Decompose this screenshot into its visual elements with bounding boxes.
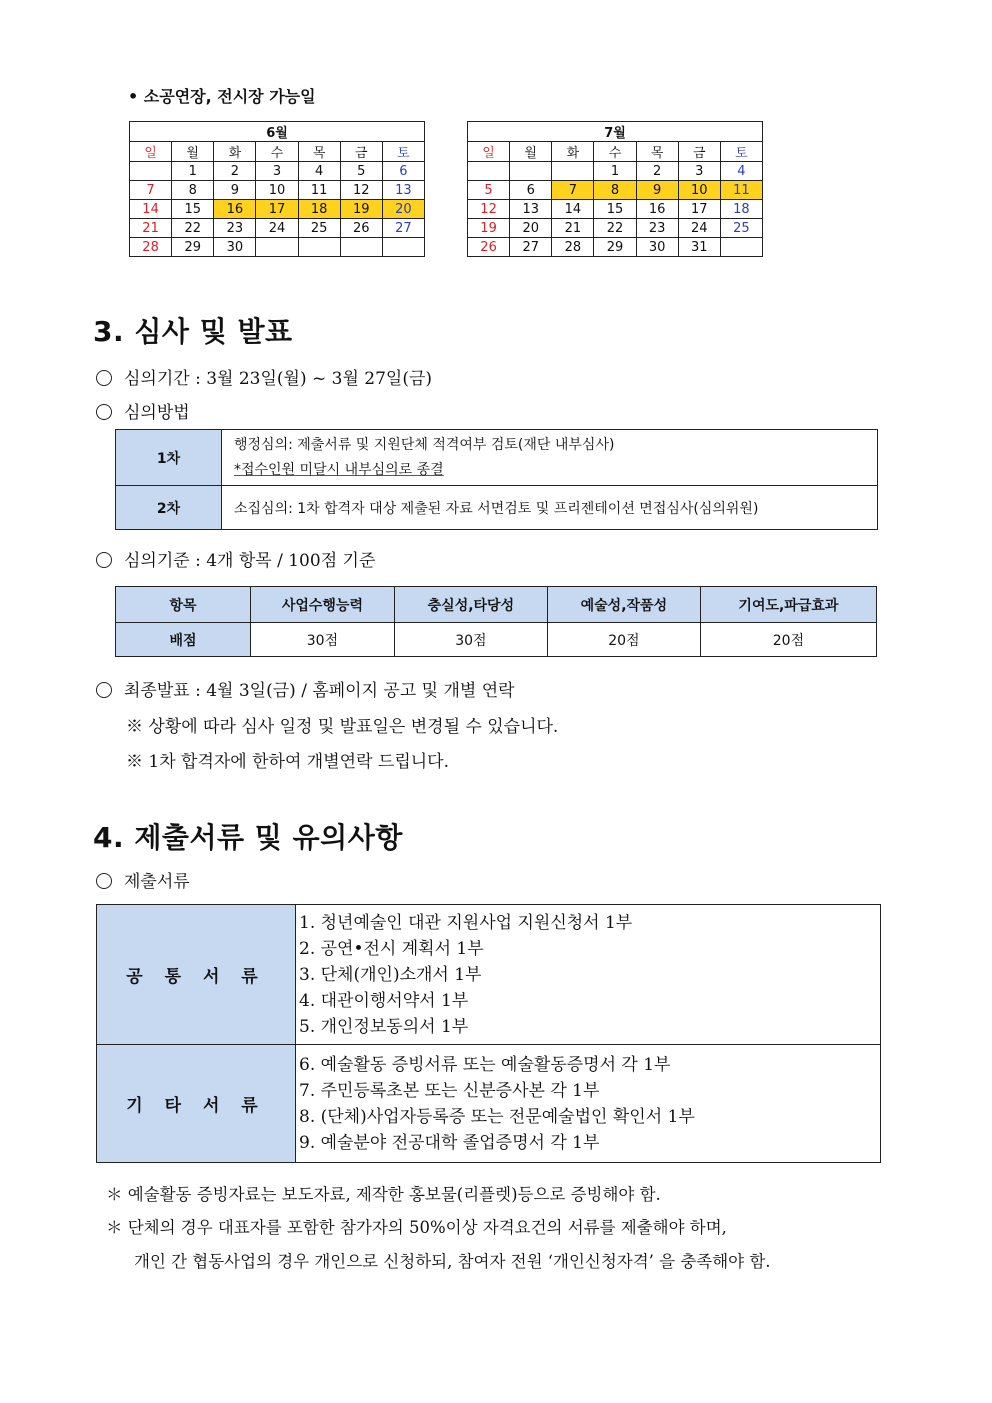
calendar-day: 20 bbox=[382, 200, 424, 219]
calendar-empty-cell bbox=[468, 162, 510, 181]
calendar-day: 10 bbox=[256, 181, 298, 200]
circle-bullet-icon bbox=[96, 873, 112, 889]
calendar-day: 12 bbox=[468, 200, 510, 219]
calendar-day: 12 bbox=[340, 181, 382, 200]
calendar-day: 21 bbox=[552, 219, 594, 238]
calendar-day: 1 bbox=[594, 162, 636, 181]
calendar-day: 3 bbox=[256, 162, 298, 181]
calendar-day: 28 bbox=[130, 238, 172, 257]
calendar-day: 26 bbox=[340, 219, 382, 238]
stage-2-description: 소집심의: 1차 합격자 대상 제출된 자료 서면검토 및 프리젠테이션 면접심사(심의위원) bbox=[222, 486, 878, 530]
circle-bullet-icon bbox=[96, 682, 112, 698]
individual-contact-note: ※ 1차 합격자에 한하여 개별연락 드립니다. bbox=[126, 752, 449, 772]
calendar-day: 9 bbox=[636, 181, 678, 200]
criteria-item: 예술성,작품성 bbox=[547, 587, 700, 623]
calendar-day: 2 bbox=[636, 162, 678, 181]
criteria-item: 사업수행능력 bbox=[251, 587, 395, 623]
final-announcement: 최종발표 : 4월 3일(금) / 홈페이지 공고 및 개별 연락 bbox=[96, 676, 515, 701]
footnote: ＊ 예술활동 증빙자료는 보도자료, 제작한 홍보물(리플렛)등으로 증빙해야 함. bbox=[106, 1185, 661, 1204]
weekday-header: 수 bbox=[594, 142, 636, 162]
calendar-day: 18 bbox=[720, 200, 762, 219]
calendar-month-title: 6월 bbox=[130, 122, 425, 142]
calendar-day: 10 bbox=[678, 181, 720, 200]
calendar-day: 11 bbox=[298, 181, 340, 200]
calendar-day: 6 bbox=[510, 181, 552, 200]
review-period: 심의기간 : 3월 23일(월) ~ 3월 27일(금) bbox=[96, 364, 432, 389]
doc-item: 7. 주민등록초본 또는 신분증사본 각 1부 bbox=[299, 1080, 600, 1101]
criteria-row-label-scores: 배점 bbox=[116, 623, 251, 657]
review-method-label: 심의방법 bbox=[96, 398, 190, 423]
calendar-day: 8 bbox=[172, 181, 214, 200]
review-method-table bbox=[115, 429, 878, 530]
criteria-score: 30점 bbox=[394, 623, 547, 657]
calendar-day: 25 bbox=[298, 219, 340, 238]
stage-1-label: 1차 bbox=[116, 430, 222, 486]
submission-docs-table bbox=[96, 904, 881, 1163]
weekday-header: 금 bbox=[340, 142, 382, 162]
doc-item: 6. 예술활동 증빙서류 또는 예술활동증명서 각 1부 bbox=[299, 1054, 671, 1075]
calendar-day: 23 bbox=[214, 219, 256, 238]
section-3-title: 3. 심사 및 발표 bbox=[93, 315, 293, 348]
july-calendar bbox=[467, 121, 763, 257]
calendar-empty-cell bbox=[510, 162, 552, 181]
calendar-day: 14 bbox=[130, 200, 172, 219]
criteria-table bbox=[115, 586, 877, 657]
common-docs-label: 공 통 서 류 bbox=[97, 905, 296, 1045]
calendar-day: 11 bbox=[720, 181, 762, 200]
weekday-header: 월 bbox=[510, 142, 552, 162]
weekday-header: 목 bbox=[636, 142, 678, 162]
weekday-header: 화 bbox=[552, 142, 594, 162]
criteria-score: 20점 bbox=[700, 623, 876, 657]
weekday-header: 수 bbox=[256, 142, 298, 162]
weekday-header: 토 bbox=[720, 142, 762, 162]
doc-item: 1. 청년예술인 대관 지원사업 지원신청서 1부 bbox=[299, 912, 633, 933]
calendar-day: 2 bbox=[214, 162, 256, 181]
calendar-day: 24 bbox=[256, 219, 298, 238]
calendar-day: 5 bbox=[468, 181, 510, 200]
circle-bullet-icon bbox=[96, 370, 112, 386]
calendar-day: 25 bbox=[720, 219, 762, 238]
doc-item: 8. (단체)사업자등록증 또는 전문예술법인 확인서 1부 bbox=[299, 1106, 695, 1127]
calendar-day: 7 bbox=[552, 181, 594, 200]
calendar-day: 26 bbox=[468, 238, 510, 257]
calendar-day: 30 bbox=[214, 238, 256, 257]
weekday-header: 토 bbox=[382, 142, 424, 162]
calendar-day: 16 bbox=[636, 200, 678, 219]
calendar-day: 24 bbox=[678, 219, 720, 238]
weekday-header: 금 bbox=[678, 142, 720, 162]
schedule-change-note: ※ 상황에 따라 심사 일정 및 발표일은 변경될 수 있습니다. bbox=[126, 717, 559, 737]
weekday-header: 일 bbox=[130, 142, 172, 162]
calendar-day: 18 bbox=[298, 200, 340, 219]
calendar-day: 20 bbox=[510, 219, 552, 238]
calendar-empty-cell bbox=[298, 238, 340, 257]
calendar-empty-cell bbox=[720, 238, 762, 257]
calendar-day: 27 bbox=[382, 219, 424, 238]
calendar-day: 15 bbox=[594, 200, 636, 219]
june-calendar bbox=[129, 121, 425, 257]
calendar-empty-cell bbox=[256, 238, 298, 257]
calendar-day: 29 bbox=[172, 238, 214, 257]
calendar-day: 22 bbox=[594, 219, 636, 238]
calendar-empty-cell bbox=[552, 162, 594, 181]
circle-bullet-icon bbox=[96, 552, 112, 568]
calendar-day: 15 bbox=[172, 200, 214, 219]
calendar-day: 16 bbox=[214, 200, 256, 219]
calendar-day: 13 bbox=[510, 200, 552, 219]
weekday-header: 화 bbox=[214, 142, 256, 162]
calendar-day: 17 bbox=[256, 200, 298, 219]
calendar-empty-cell bbox=[130, 162, 172, 181]
calendar-day: 17 bbox=[678, 200, 720, 219]
circle-bullet-icon bbox=[96, 404, 112, 420]
criteria-item: 기여도,파급효과 bbox=[700, 587, 876, 623]
calendar-day: 31 bbox=[678, 238, 720, 257]
calendar-day: 8 bbox=[594, 181, 636, 200]
submission-docs-label: 제출서류 bbox=[96, 867, 190, 892]
doc-item: 5. 개인정보동의서 1부 bbox=[299, 1016, 469, 1037]
stage-2-label: 2차 bbox=[116, 486, 222, 530]
doc-item: 9. 예술분야 전공대학 졸업증명서 각 1부 bbox=[299, 1132, 600, 1153]
weekday-header: 목 bbox=[298, 142, 340, 162]
doc-item: 2. 공연•전시 계획서 1부 bbox=[299, 938, 484, 959]
calendar-day: 9 bbox=[214, 181, 256, 200]
criteria-row-label-items: 항목 bbox=[116, 587, 251, 623]
criteria-score: 20점 bbox=[547, 623, 700, 657]
calendar-day: 4 bbox=[298, 162, 340, 181]
calendar-day: 23 bbox=[636, 219, 678, 238]
calendar-day: 21 bbox=[130, 219, 172, 238]
stage-1-note: *접수인원 미달시 내부심의로 종결 bbox=[234, 461, 444, 478]
venue-availability-heading: • 소공연장, 전시장 가능일 bbox=[128, 87, 316, 106]
calendar-day: 4 bbox=[720, 162, 762, 181]
calendar-day: 5 bbox=[340, 162, 382, 181]
footnote: ＊ 단체의 경우 대표자를 포함한 참가자의 50%이상 자격요건의 서류를 제출해야 하며, bbox=[106, 1218, 727, 1237]
review-criteria-label: 심의기준 : 4개 항목 / 100점 기준 bbox=[96, 546, 375, 571]
calendar-day: 30 bbox=[636, 238, 678, 257]
stage-1-description: 행정심의: 제출서류 및 지원단체 적격여부 검토(재단 내부심사) *접수인원 미달시 내부심의로 종결 bbox=[222, 430, 878, 486]
common-docs-list bbox=[296, 905, 881, 1045]
calendar-month-title: 7월 bbox=[468, 122, 763, 142]
calendar-day: 29 bbox=[594, 238, 636, 257]
calendar-day: 3 bbox=[678, 162, 720, 181]
calendar-day: 19 bbox=[340, 200, 382, 219]
weekday-header: 월 bbox=[172, 142, 214, 162]
calendar-day: 27 bbox=[510, 238, 552, 257]
calendar-day: 19 bbox=[468, 219, 510, 238]
other-docs-label: 기 타 서 류 bbox=[97, 1045, 296, 1163]
calendar-day: 28 bbox=[552, 238, 594, 257]
calendar-day: 6 bbox=[382, 162, 424, 181]
other-docs-list bbox=[296, 1045, 881, 1163]
doc-item: 3. 단체(개인)소개서 1부 bbox=[299, 964, 482, 985]
calendar-day: 22 bbox=[172, 219, 214, 238]
weekday-header: 일 bbox=[468, 142, 510, 162]
calendar-day: 13 bbox=[382, 181, 424, 200]
doc-item: 4. 대관이행서약서 1부 bbox=[299, 990, 469, 1011]
calendar-day: 14 bbox=[552, 200, 594, 219]
calendar-empty-cell bbox=[340, 238, 382, 257]
criteria-item: 충실성,타당성 bbox=[394, 587, 547, 623]
calendar-day: 7 bbox=[130, 181, 172, 200]
section-4-title: 4. 제출서류 및 유의사항 bbox=[93, 821, 403, 854]
criteria-score: 30점 bbox=[251, 623, 395, 657]
calendar-day: 1 bbox=[172, 162, 214, 181]
footnote-continued: 개인 간 협동사업의 경우 개인으로 신청하되, 참여자 전원 ‘개인신청자격’ 을 충족해야 함. bbox=[134, 1252, 771, 1271]
calendar-empty-cell bbox=[382, 238, 424, 257]
